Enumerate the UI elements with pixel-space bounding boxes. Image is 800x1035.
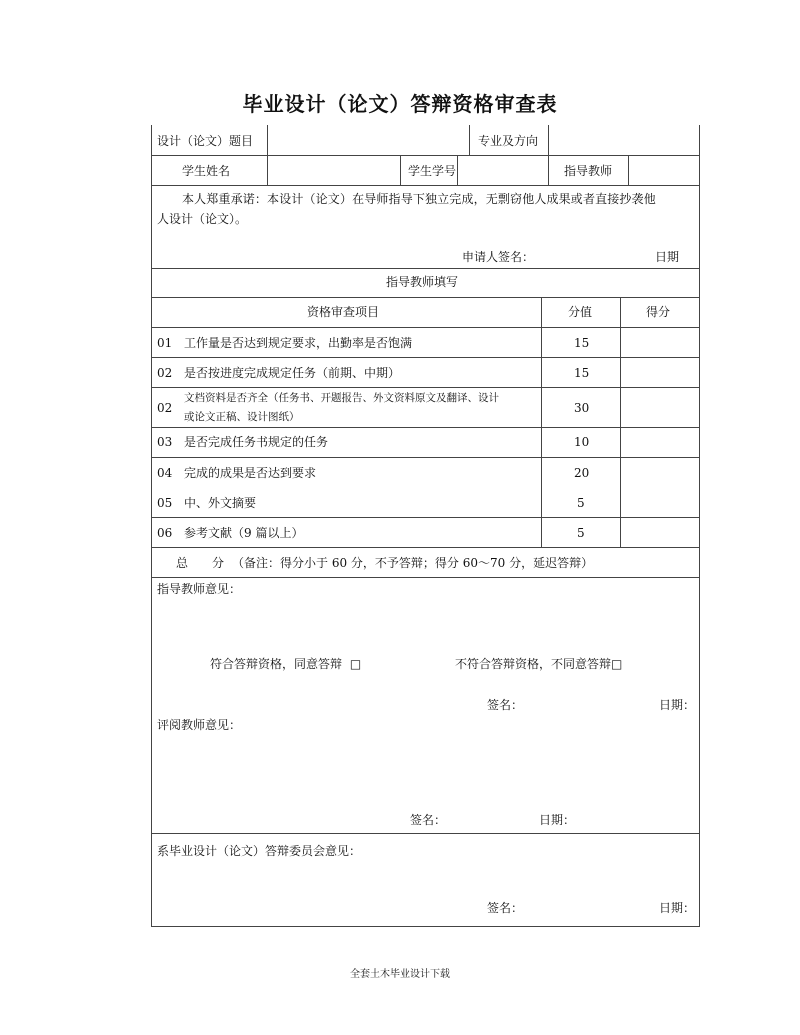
row-divider	[151, 357, 699, 358]
row-number: 01	[157, 336, 173, 350]
row-item: 中、外文摘要	[184, 496, 257, 510]
col-divider	[548, 155, 549, 186]
agree-option[interactable]	[210, 657, 361, 671]
pledge-line-1: 本人郑重承诺：本设计（论文）在导师指导下独立完成，无剽窃他人成果或者直接抄袭他	[182, 192, 656, 206]
col-divider	[267, 125, 268, 156]
page-footer: 全套土木毕业设计下载	[350, 969, 450, 980]
advisor-opinion-label: 指导教师意见：	[157, 582, 242, 596]
row-divider	[151, 577, 699, 578]
total-note: （备注：得分小于 60 分，不予答辩；得分 60～70 分，延迟答辩）	[232, 556, 594, 570]
row-item-line-1: 文档资料是否齐全（任务书、开题报告、外文资料原文及翻译、设计	[184, 392, 499, 404]
row-item: 是否按进度完成规定任务（前期、中期）	[184, 366, 401, 380]
applicant-sign-label: 申请人签名：	[462, 250, 535, 264]
col-divider	[267, 155, 268, 186]
row-item: 是否完成任务书规定的任务	[184, 435, 329, 449]
row-divider	[151, 427, 699, 428]
row-divider	[151, 155, 699, 156]
row-number: 05	[157, 496, 173, 510]
row-number: 02	[157, 401, 173, 415]
row-points: 30	[574, 401, 590, 415]
row-divider	[151, 327, 699, 328]
row-points: 5	[577, 526, 585, 540]
row-item-line-2: 或论文正稿、设计图纸）	[184, 411, 300, 423]
student-id-label: 学生学号	[408, 164, 457, 178]
row-points: 20	[574, 466, 590, 480]
row-number: 04	[157, 466, 173, 480]
disagree-option[interactable]	[455, 657, 622, 671]
row-points: 10	[574, 435, 590, 449]
topic-label: 设计（论文）题目	[157, 134, 254, 148]
row-divider	[151, 185, 699, 186]
reviewer-opinion-label: 评阅教师意见：	[157, 718, 242, 732]
reviewer-date-label: 日期：	[539, 813, 576, 827]
disagree-label: 不符合答辩资格，不同意答辩	[455, 657, 612, 671]
col-divider	[469, 125, 470, 156]
agree-checkbox[interactable]: □	[349, 657, 362, 671]
total-label: 总 分	[176, 556, 225, 570]
advisor-date-label: 日期：	[659, 698, 696, 712]
col-divider	[541, 297, 542, 547]
advisor-sign-label: 签名：	[487, 698, 524, 712]
advisor-label: 指导教师	[564, 164, 613, 178]
col-score-header: 得分	[646, 305, 671, 319]
row-divider	[151, 833, 699, 834]
col-divider	[457, 155, 458, 186]
applicant-date-label: 日期	[655, 250, 680, 264]
committee-sign-label: 签名：	[487, 901, 524, 915]
page-title: 毕业设计（论文）答辩资格审查表	[242, 92, 558, 116]
col-item-header: 资格审查项目	[307, 305, 380, 319]
major-label: 专业及方向	[478, 134, 539, 148]
row-number: 06	[157, 526, 173, 540]
row-number: 03	[157, 435, 173, 449]
pledge-line-2: 人设计（论文）。	[157, 212, 248, 226]
student-name-label: 学生姓名	[182, 164, 231, 178]
committee-opinion-label: 系毕业设计（论文）答辩委员会意见：	[157, 844, 362, 858]
committee-date-label: 日期：	[659, 901, 696, 915]
row-divider	[151, 387, 699, 388]
agree-label: 符合答辩资格，同意答辩	[210, 657, 343, 671]
col-points-header: 分值	[568, 305, 593, 319]
row-divider	[151, 297, 699, 298]
row-points: 5	[577, 496, 585, 510]
row-divider	[151, 268, 699, 269]
reviewer-sign-label: 签名：	[410, 813, 447, 827]
row-item: 完成的成果是否达到要求	[184, 466, 317, 480]
row-divider	[151, 547, 699, 548]
row-divider	[151, 457, 699, 458]
disagree-checkbox[interactable]: □	[611, 657, 623, 671]
col-divider	[548, 125, 549, 156]
advisor-fill-header: 指导教师填写	[386, 275, 459, 289]
row-item: 工作量是否达到规定要求，出勤率是否饱满	[184, 336, 413, 350]
row-item: 参考文献（9 篇以上）	[184, 526, 304, 540]
row-number: 02	[157, 366, 173, 380]
col-divider	[400, 155, 401, 186]
row-points: 15	[574, 336, 590, 350]
row-divider	[151, 517, 699, 518]
col-divider	[620, 297, 621, 547]
row-points: 15	[574, 366, 590, 380]
col-divider	[628, 155, 629, 186]
